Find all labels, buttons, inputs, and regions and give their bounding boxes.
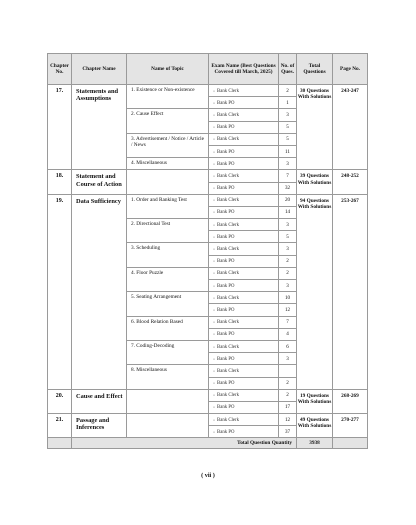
topic-name: 5. Seating Arrangement [127,292,209,316]
bullet-icon: » [213,392,215,398]
page-range: 248-252 [333,170,368,194]
question-count: 7 [279,316,297,328]
total-questions: 39 Questions With Solutions [297,170,333,194]
bullet-icon: » [213,319,215,325]
exam-cell [209,145,279,157]
exam-cell [209,267,279,279]
exam-cell [209,316,279,328]
question-count: 3 [279,109,297,121]
question-count: 37 [279,426,297,438]
topic-name: 4. Miscellaneous [127,158,209,170]
exam-cell [209,206,279,218]
bullet-icon: » [213,87,215,93]
bullet-icon: » [213,294,215,300]
chapter-number: 18. [48,170,72,194]
chapter-number: 21. [48,414,72,438]
exam-name: Bank Clerk [217,112,239,118]
bullet-icon: » [213,209,215,215]
page-range: 268-269 [333,389,368,413]
question-count: 3 [279,243,297,255]
exam-name: Bank PO [217,381,235,387]
exam-cell [209,304,279,316]
exam-name: Bank PO [217,259,235,265]
bullet-icon: » [213,367,215,373]
bullet-icon: » [213,306,215,312]
question-count: 3 [279,219,297,231]
bullet-icon: » [213,416,215,422]
question-count: 5 [279,133,297,145]
question-count: 1 [279,97,297,109]
exam-name: Bank PO [217,210,235,216]
exam-cell [209,97,279,109]
page-range: 253-267 [333,194,368,389]
exam-cell [209,219,279,231]
question-count: 5 [279,231,297,243]
chapter-number: 19. [48,194,72,389]
exam-name: Bank PO [217,100,235,106]
exam-name: Bank PO [217,307,235,313]
table-row [48,389,368,401]
total-spacer [48,438,72,449]
header-chapter-no: Chapter No. [48,54,72,85]
exam-cell [209,194,279,206]
total-questions: 94 Questions With Solutions [297,194,333,389]
question-count: 3 [279,353,297,365]
bullet-icon: » [213,246,215,252]
exam-name: Bank PO [217,429,235,435]
topic-name: 8. Miscellaneous [127,365,209,389]
header-total: Total Questions [297,54,333,85]
exam-cell [209,353,279,365]
header-chapter-name: Chapter Name [72,54,127,85]
exam-name: Bank Clerk [217,368,239,374]
exam-cell [209,85,279,97]
chapter-name: Statement and Course of Action [72,170,127,194]
header-exam: Exam Name (Best Questions Covered till March, 2025) [209,54,279,85]
chapter-name: Cause and Effect [72,389,127,413]
header-topic: Name of Topic [127,54,209,85]
topic-name: 7. Coding-Decoding [127,340,209,364]
total-questions: 30 Questions With Solutions [297,85,333,170]
exam-cell [209,340,279,352]
question-count: 2 [279,389,297,401]
exam-name: Bank Clerk [217,247,239,253]
exam-name: Bank Clerk [217,271,239,277]
exam-cell [209,377,279,389]
topic-name [127,389,209,413]
total-value: 3938 [297,438,333,449]
topic-name: 3. Scheduling [127,243,209,267]
exam-cell [209,292,279,304]
exam-name: Bank PO [217,234,235,240]
exam-cell [209,401,279,413]
exam-cell [209,133,279,145]
exam-name: Bank Clerk [217,222,239,228]
exam-cell [209,243,279,255]
exam-cell [209,121,279,133]
exam-cell [209,182,279,194]
page-range: 243-247 [333,85,368,170]
bullet-icon: » [213,355,215,361]
exam-name: Bank Clerk [217,295,239,301]
question-count: 6 [279,340,297,352]
exam-cell [209,365,279,377]
exam-name: Bank Clerk [217,198,239,204]
bullet-icon: » [213,258,215,264]
exam-name: Bank Clerk [217,88,239,94]
bullet-icon: » [213,185,215,191]
question-count: 5 [279,121,297,133]
bullet-icon: » [213,380,215,386]
header-page: Page No. [333,54,368,85]
question-count: 12 [279,414,297,426]
question-count: 11 [279,145,297,157]
bullet-icon: » [213,428,215,434]
topic-name: 2. Directional Test [127,219,209,243]
bullet-icon: » [213,270,215,276]
header-row [48,54,368,85]
bullet-icon: » [213,160,215,166]
exam-name: Bank PO [217,405,235,411]
exam-name: Bank Clerk [217,344,239,350]
page-range: 270-277 [333,414,368,438]
exam-cell [209,170,279,182]
topic-name [127,170,209,194]
table-row [48,170,368,182]
bullet-icon: » [213,136,215,142]
exam-name: Bank PO [217,125,235,131]
topic-name: 1. Order and Ranking Test [127,194,209,218]
bullet-icon: » [213,343,215,349]
question-count: 2 [279,267,297,279]
bullet-icon: » [213,111,215,117]
chapter-name: Passage and Inferences [72,414,127,438]
exam-cell [209,109,279,121]
exam-cell [209,231,279,243]
exam-name: Bank PO [217,356,235,362]
exam-cell [209,414,279,426]
question-count: 20 [279,194,297,206]
bullet-icon: » [213,99,215,105]
exam-name: Bank PO [217,161,235,167]
exam-name: Bank Clerk [217,393,239,399]
exam-name: Bank PO [217,283,235,289]
question-count: 12 [279,304,297,316]
exam-name: Bank Clerk [217,417,239,423]
header-num-ques: No. of Ques. [279,54,297,85]
question-count: 3 [279,280,297,292]
bullet-icon: » [213,197,215,203]
exam-name: Bank Clerk [217,137,239,143]
chapter-number: 17. [48,85,72,170]
table-body [48,85,368,438]
topic-name: 2. Cause Effect [127,109,209,133]
question-count: 2 [279,377,297,389]
question-count: 10 [279,292,297,304]
total-spacer-end [333,438,368,449]
exam-cell [209,255,279,267]
bullet-icon: » [213,233,215,239]
exam-cell [209,426,279,438]
chapter-number: 20. [48,389,72,413]
question-count: 7 [279,170,297,182]
topic-name: 3. Advertisement / Notice / Article / News [127,133,209,157]
bullet-icon: » [213,221,215,227]
chapter-name: Data Sufficiency [72,194,127,389]
question-count: 14 [279,206,297,218]
total-row [48,438,368,449]
contents-table [47,53,368,449]
total-label: Total Question Quantity [72,438,297,449]
bullet-icon: » [213,124,215,130]
exam-name: Bank PO [217,186,235,192]
total-questions: 49 Questions With Solutions [297,414,333,438]
exam-name: Bank PO [217,332,235,338]
exam-name: Bank PO [217,149,235,155]
question-count: 2 [279,255,297,267]
exam-cell [209,389,279,401]
question-count: 2 [279,85,297,97]
table-row [48,85,368,97]
question-count: 32 [279,182,297,194]
chapter-name: Statements and Assumptions [72,85,127,170]
exam-cell [209,328,279,340]
topic-name: 1. Existence or Non-existence [127,85,209,109]
topic-name [127,414,209,438]
exam-name: Bank Clerk [217,320,239,326]
bullet-icon: » [213,331,215,337]
bullet-icon: » [213,282,215,288]
question-count: 17 [279,401,297,413]
bullet-icon: » [213,148,215,154]
table-row [48,414,368,426]
question-count: 3 [279,158,297,170]
exam-cell [209,280,279,292]
topic-name: 4. Floor Puzzle [127,267,209,291]
question-count: 4 [279,328,297,340]
exam-cell [209,158,279,170]
exam-name: Bank Clerk [217,173,239,179]
table-row [48,194,368,206]
bullet-icon: » [213,172,215,178]
bullet-icon: » [213,404,215,410]
contents-table-wrapper [47,53,367,449]
total-questions: 19 Questions With Solutions [297,389,333,413]
page-footer: ( vii ) [201,472,215,479]
question-count [279,365,297,377]
topic-name: 6. Blood Relation Based [127,316,209,340]
